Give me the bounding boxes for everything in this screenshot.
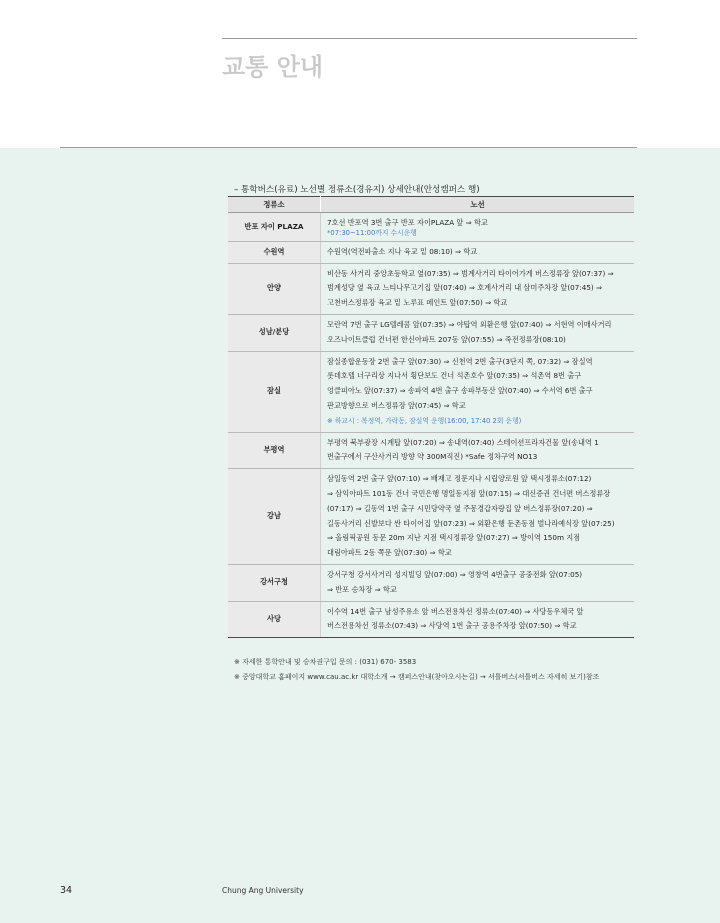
route-line: 이수역 14번 출구 남성주유소 앞 버스전용차선 정류소(07:40) ⇒ 사당동우체국 앞 bbox=[327, 606, 584, 616]
route-note: *07:30~11:00까지 수시운행 bbox=[327, 228, 417, 237]
table-row bbox=[228, 213, 634, 242]
stop-name: 잠실 bbox=[228, 351, 321, 432]
stop-name: 강남 bbox=[228, 469, 321, 565]
route-cell bbox=[321, 263, 635, 314]
stop-name: 안양 bbox=[228, 263, 321, 314]
route-cell bbox=[321, 213, 635, 242]
route-line: 판교방향으로 버스정류장 앞(07:45) ⇒ 학교 bbox=[327, 400, 466, 410]
route-line: 강서구청 강서사거리 성지빌딩 앞(07:00) ⇒ 영창역 4번출구 공중전화 앞(07:05) bbox=[327, 569, 583, 579]
route-line: 번출구에서 구산사거리 방향 약 300M직진) *Safe 정차구역 NO13 bbox=[327, 452, 538, 462]
section-divider bbox=[60, 147, 637, 148]
table-row bbox=[228, 432, 634, 469]
stop-name: 성남/분당 bbox=[228, 314, 321, 351]
route-cell bbox=[321, 432, 635, 469]
route-line: 부평역 북부광장 시계탑 앞(07:20) ⇒ 송내역(07:40) 스테이션프라자건물 앞(송내역 1 bbox=[327, 437, 599, 447]
route-note: ※ 하교시 : 복정역, 가락동, 잠실역 운행(16:00, 17:40 2회 운행) bbox=[327, 416, 522, 425]
route-cell bbox=[321, 314, 635, 351]
page-number: 34 bbox=[60, 885, 73, 896]
route-line: ⇒ 삼익아파트 101동 건너 국민은행 명일동지점 앞(07:15) ⇒ 대신증권 건너편 버스정류장 bbox=[327, 488, 611, 498]
route-cell bbox=[321, 564, 635, 601]
section-subtitle: – 통학버스(유료) 노선별 정류소(경유지) 상세안내(안성캠퍼스 행) bbox=[234, 185, 480, 195]
route-line: 길동사거리 신발보다 싼 타이어집 앞(07:23) ⇒ 외환은행 둔촌동점 벌나라예식장 앞(07:25) bbox=[327, 518, 615, 528]
footnotes bbox=[234, 655, 599, 685]
route-cell bbox=[321, 241, 635, 263]
route-cell bbox=[321, 351, 635, 432]
table-header-row bbox=[228, 197, 634, 213]
table-row bbox=[228, 314, 634, 351]
route-line: 모란역 7번 출구 LG텔레콤 앞(07:35) ⇒ 야탑역 외환은행 앞(07:40) ⇒ 서현역 이매사거리 bbox=[327, 319, 612, 329]
stop-name: 강서구청 bbox=[228, 564, 321, 601]
route-line: 수원역(역전파출소 지나 육교 밑 08:10) ⇒ 학교 bbox=[327, 246, 478, 256]
route-line: (07:17) ⇒ 길동역 1번 출구 시민당약국 옆 주몽경갑자랑집 앞 버스정류장(07:20) ⇒ bbox=[327, 503, 593, 513]
page-title: 교통 안내 bbox=[222, 53, 324, 81]
route-line: ⇒ 반포 승차장 ⇒ 학교 bbox=[327, 584, 397, 594]
header-stop: 정류소 bbox=[228, 197, 321, 213]
route-line: 대림아파트 2동 쪽문 앞(07:30) ⇒ 학교 bbox=[327, 548, 452, 558]
route-line: 엉클피아노 앞(07:37) ⇒ 송파역 4번 출구 송파부동산 앞(07:40) ⇒ 수서역 6번 출구 bbox=[327, 386, 593, 396]
route-line: 오즈나이트클럽 건너편 한신아파트 207동 앞(07:55) ⇒ 죽전정류장(08:10) bbox=[327, 334, 566, 344]
table-row bbox=[228, 469, 634, 565]
stop-name: 수원역 bbox=[228, 241, 321, 263]
table-row bbox=[228, 351, 634, 432]
table-row bbox=[228, 241, 634, 263]
table-row bbox=[228, 564, 634, 601]
route-line: 롯데호텔 너구리상 지나서 횡단보도 건너 석촌호수 앞(07:35) ⇒ 석촌역 8번 출구 bbox=[327, 371, 582, 381]
route-line: 고천버스정류장 육교 밑 노루표 페인트 앞(07:50) ⇒ 학교 bbox=[327, 298, 508, 308]
running-footer: Chung Ang University bbox=[222, 886, 304, 895]
stop-name: 반포 자이 PLAZA bbox=[228, 213, 321, 242]
stop-name: 부평역 bbox=[228, 432, 321, 469]
route-line: 비산동 사거리 중앙초등학교 옆(07:35) ⇒ 범계사거리 타이어가게 버스정류장 앞(07:37) ⇒ bbox=[327, 268, 614, 278]
route-table bbox=[228, 196, 634, 638]
table-row bbox=[228, 601, 634, 638]
stop-name: 사당 bbox=[228, 601, 321, 638]
route-cell bbox=[321, 601, 635, 638]
footnote-website: ※ 중앙대학교 홈페이지 www.cau.ac.kr 대학소개 → 캠퍼스안내(찾아오시는길) → 셔틀버스(셔틀버스 자세히 보기)참조 bbox=[234, 673, 600, 681]
page-header-area bbox=[0, 0, 720, 148]
route-line: 7호선 반포역 3번 출구 반포 자이PLAZA 앞 ⇒ 학교 bbox=[327, 218, 488, 227]
header-route: 노선 bbox=[321, 197, 635, 213]
route-line: 범계성당 옆 육교 느티나무고기집 앞(07:40) ⇒ 호계사거리 내 삼미주차장 앞(07:45) ⇒ bbox=[327, 283, 603, 293]
route-cell bbox=[321, 469, 635, 565]
top-divider bbox=[222, 38, 637, 39]
route-line: 삼일동역 2번 출구 앞(07:10) ⇒ 배재고 정문지나 시립양로원 앞 택시정류소(07:12) bbox=[327, 474, 592, 484]
route-line: ⇒ 올림픽공원 동문 20m 지난 지점 택시정류장 앞(07:27) ⇒ 방이역 150m 지점 bbox=[327, 533, 581, 543]
route-line: 잠실종합운동장 2번 출구 앞(07:30) ⇒ 신천역 2번 출구(3단지 쪽, 07:32) ⇒ 잠실역 bbox=[327, 356, 593, 366]
route-line: 버스전용차선 정류소(07:43) ⇒ 사당역 1번 출구 공용주차장 앞(07:50) ⇒ 학교 bbox=[327, 621, 577, 631]
table-row bbox=[228, 263, 634, 314]
footnote-contact: ※ 자세한 통학안내 및 승차권구입 문의 : (031) 670- 3583 bbox=[234, 658, 417, 666]
